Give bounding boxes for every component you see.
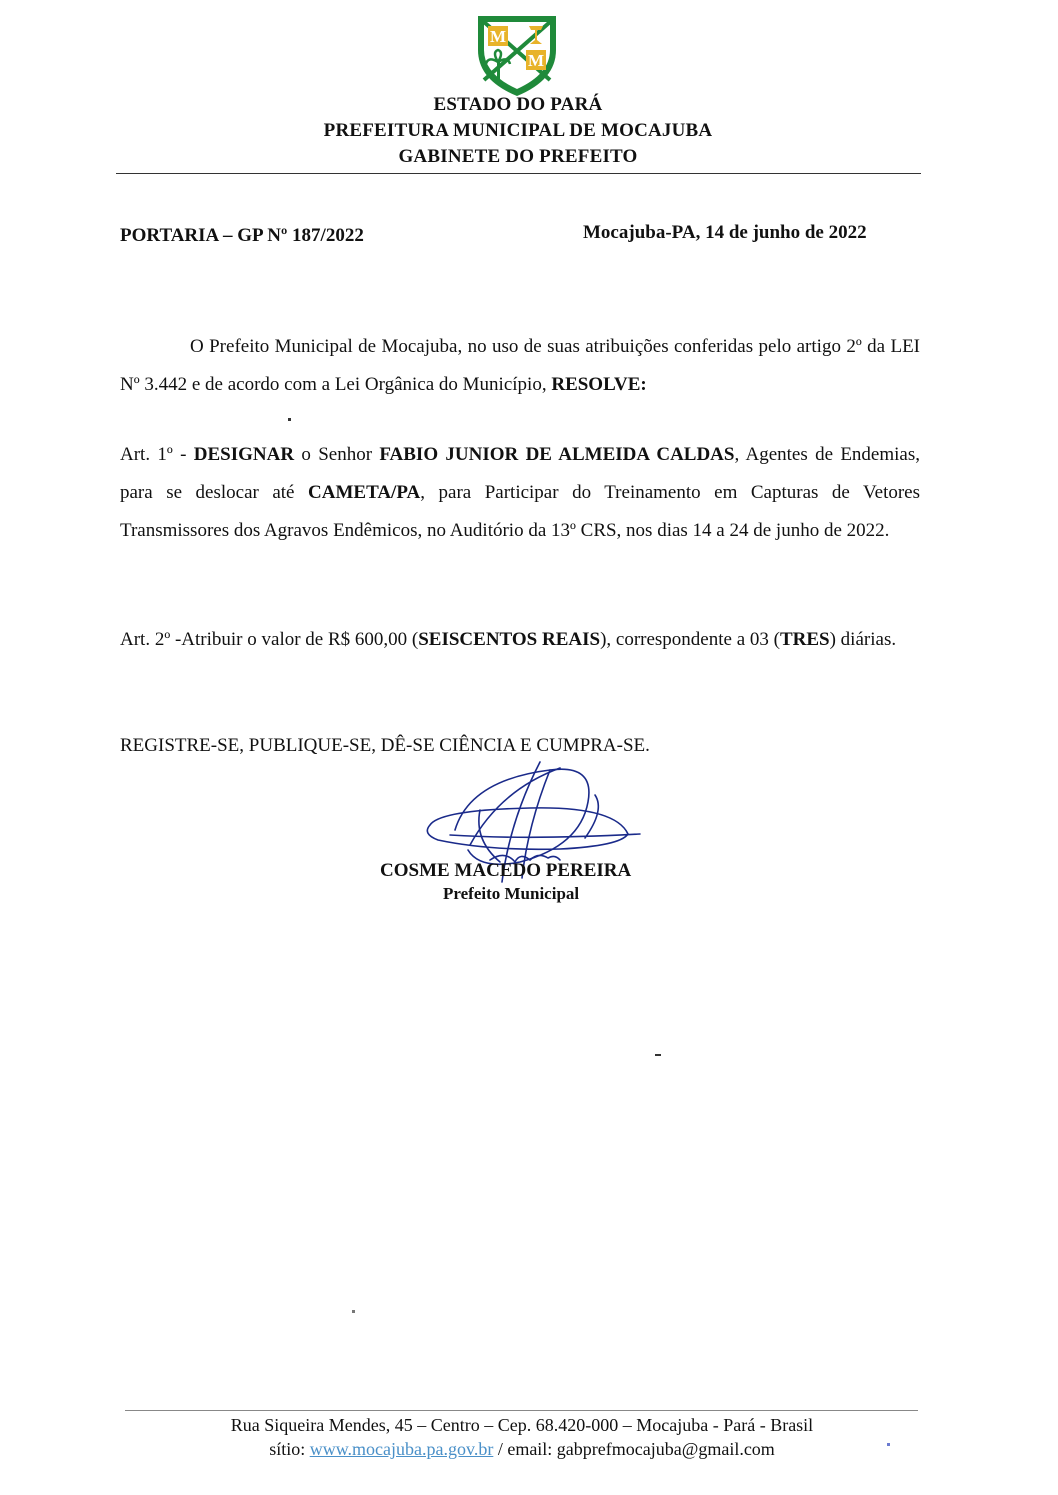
footer-email: / email: gabprefmocajuba@gmail.com bbox=[493, 1439, 775, 1459]
header-divider bbox=[116, 173, 921, 174]
art2-prefix: Art. 2º -Atribuir o valor de R$ 600,00 ( bbox=[120, 629, 419, 650]
art2-text-2: ) diárias. bbox=[829, 629, 897, 650]
footer-address: Rua Siqueira Mendes, 45 – Centro – Cep. 68.420-000 – Mocajuba - Pará - Brasil bbox=[230, 1415, 814, 1435]
intro-resolve: RESOLVE: bbox=[551, 374, 647, 395]
scan-speck bbox=[352, 1310, 355, 1313]
crest-letter-left: M bbox=[489, 27, 507, 46]
article-1 bbox=[120, 436, 920, 550]
header-prefecture: PREFEITURA MUNICIPAL DE MOCAJUBA bbox=[323, 120, 713, 141]
document-date: Mocajuba-PA, 14 de junho de 2022 bbox=[583, 222, 867, 243]
scan-speck bbox=[655, 1054, 661, 1056]
footer-site-label: sítio: bbox=[269, 1439, 310, 1459]
art1-place: CAMETA/PA bbox=[308, 482, 421, 503]
municipal-crest-icon bbox=[472, 10, 562, 98]
art2-count-words: TRES bbox=[779, 629, 830, 650]
art1-verb: DESIGNAR bbox=[193, 444, 295, 465]
footer-divider bbox=[125, 1410, 918, 1411]
footer-contact bbox=[0, 1439, 1044, 1460]
art1-text-3: , para Participar do Treinamento em Capturas de Vetores Transmissores dos Agravos Endêmicos, no Auditório da 13º CRS, nos dias 14 a 24 de junho de 2022. bbox=[120, 482, 921, 541]
footer-site-link[interactable]: www.mocajuba.pa.gov.br bbox=[309, 1439, 494, 1459]
art1-text-2: , Agentes de Endemias, para se deslocar até bbox=[120, 444, 921, 503]
scan-speck bbox=[288, 418, 291, 421]
signer-role: Prefeito Municipal bbox=[443, 884, 580, 903]
art1-name: FABIO JUNIOR DE ALMEIDA CALDAS bbox=[379, 444, 735, 465]
art1-prefix: Art. 1º - bbox=[120, 444, 194, 465]
article-2 bbox=[120, 621, 920, 659]
signer-name: COSME MACEDO PEREIRA bbox=[380, 860, 632, 881]
intro-text: O Prefeito Municipal de Mocajuba, no uso de suas atribuições conferidas pelo artigo 2º da LEI Nº 3.442 e de acordo com a Lei Orgânica do Município, bbox=[120, 336, 920, 395]
portaria-number: PORTARIA – GP Nº 187/2022 bbox=[120, 225, 364, 246]
art2-amount-words: SEISCENTOS REAIS bbox=[418, 629, 601, 650]
art2-text-1: ), correspondente a 03 ( bbox=[600, 629, 780, 650]
closing-formula: REGISTRE-SE, PUBLIQUE-SE, DÊ-SE CIÊNCIA E CUMPRA-SE. bbox=[120, 735, 650, 756]
crest-letter-right: M bbox=[527, 51, 545, 70]
header-office: GABINETE DO PREFEITO bbox=[398, 146, 638, 167]
header-state: ESTADO DO PARÁ bbox=[433, 94, 603, 115]
intro-paragraph bbox=[120, 328, 920, 404]
art1-text-1: o Senhor bbox=[294, 444, 380, 465]
